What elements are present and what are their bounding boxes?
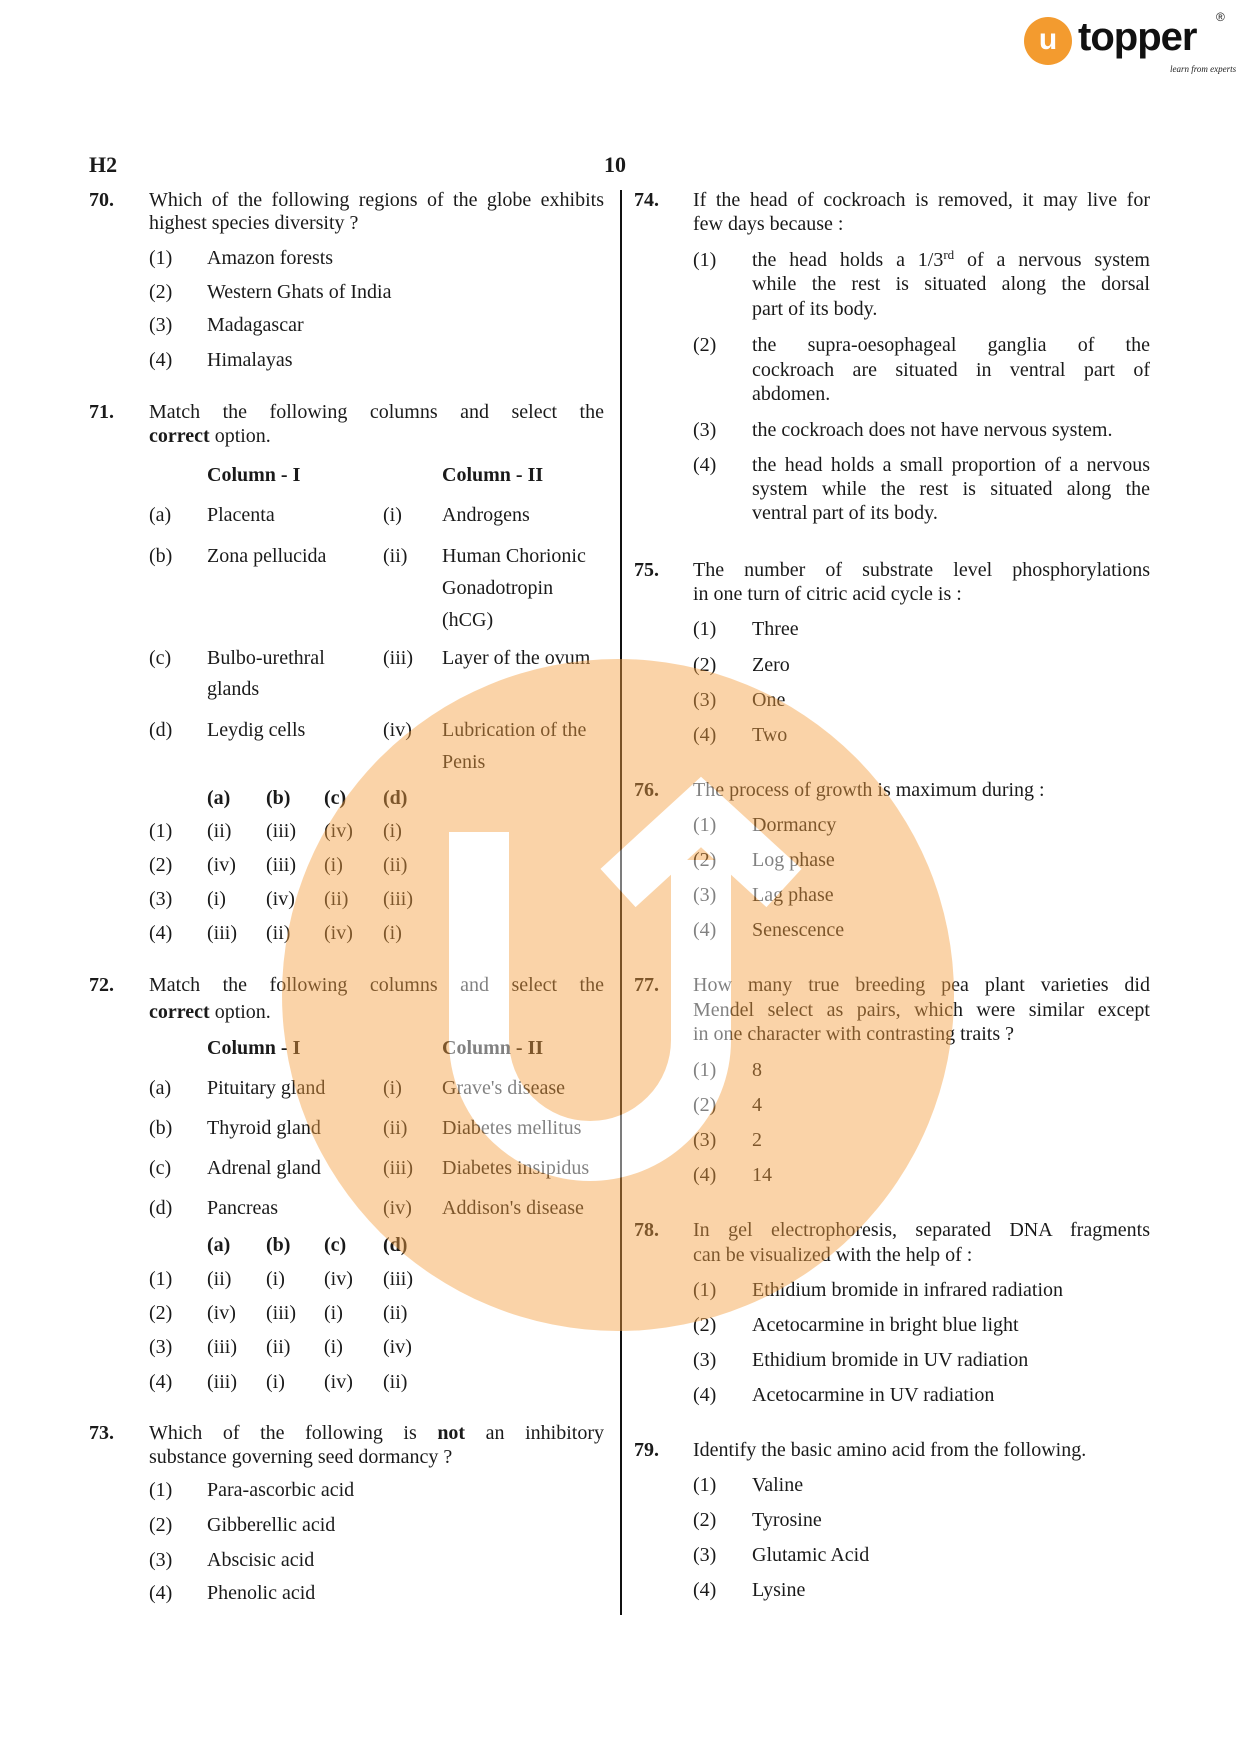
answer-value: (i) [324,854,343,876]
bold-text: correct [149,425,210,447]
column-1-item: Bulbo-urethral [207,647,325,669]
match-roman-label: (i) [383,504,402,526]
option-label: (2) [693,334,717,356]
question-text-line [693,973,1150,997]
text-segment: while the rest is situated along the dorsal [752,273,1150,295]
text-segment: Identify the basic amino acid from the following. [693,1439,1087,1461]
option-label: (4) [693,1164,717,1186]
answer-value: (iv) [266,888,295,910]
bold-text: not [437,1422,466,1444]
question-text-line [149,973,604,997]
option-label: (4) [149,349,173,371]
question-text-line [149,424,271,448]
option-label: (4) [149,922,173,944]
option-text [752,617,799,641]
answer-value: (iii) [207,922,237,944]
option-label: (3) [149,1549,173,1571]
answer-value: (iii) [266,820,296,842]
option-text [752,813,836,837]
text-segment: few days because : [693,213,844,235]
text-segment: the head holds a small proportion of a nervous [752,454,1150,476]
option-label: (1) [693,814,717,836]
option-label: (3) [693,884,717,906]
column-2-item: Layer of the ovum [442,647,591,669]
match-row-label: (b) [149,1117,173,1139]
text-segment: Gibberellic acid [207,1514,336,1536]
question-number: 74. [634,189,659,211]
answer-column-header: (c) [324,1234,347,1256]
column-2-item: Diabetes mellitus [442,1117,582,1139]
match-row-label: (d) [149,1197,173,1219]
text-segment: 8 [752,1059,762,1081]
question-number: 77. [634,974,659,996]
option-label: (2) [693,1094,717,1116]
text-segment: 14 [752,1164,772,1186]
question-number: 78. [634,1219,659,1241]
text-segment: option. [209,1001,271,1023]
match-roman-label: (iii) [383,1157,413,1179]
answer-value: (ii) [207,1268,232,1290]
text-segment: abdomen. [752,383,831,405]
match-roman-label: (i) [383,1077,402,1099]
column-2-header: Column - II [442,1037,544,1059]
option-text [752,358,1150,382]
text-segment: Amazon forests [207,247,334,269]
text-segment: the head holds a 1/3 [752,249,944,271]
answer-value: (i) [324,1336,343,1358]
answer-value: (ii) [266,922,291,944]
question-number: 79. [634,1439,659,1461]
text-segment: cockroach are situated in ventral part of [752,359,1150,381]
answer-value: (ii) [383,1371,408,1393]
text-segment: can be visualized with the help of : [693,1244,973,1266]
text-segment: Match the following columns and select the [149,974,604,996]
text-segment: in one character with contrasting traits ? [693,1023,1014,1045]
answer-value: (iv) [324,922,353,944]
text-segment: Ethidium bromide in infrared radiation [752,1279,1064,1301]
answer-value: (i) [324,1302,343,1324]
match-row-label: (b) [149,545,173,567]
option-label: (2) [693,1314,717,1336]
text-segment: substance governing seed dormancy ? [149,1446,453,1468]
option-text [207,313,304,337]
text-segment: How many true breeding pea plant varieties did [693,974,1150,996]
text-segment: 4 [752,1094,762,1116]
match-row-label: (d) [149,719,173,741]
text-segment: One [752,689,786,711]
text-segment: the cockroach does not have nervous system. [752,419,1113,441]
column-1-item: glands [207,678,260,700]
answer-value: (ii) [383,854,408,876]
option-label: (4) [693,724,717,746]
option-text [752,1278,1063,1302]
option-text [752,1383,994,1407]
option-text [752,848,835,872]
question-text-line [693,1438,1086,1462]
text-segment: If the head of cockroach is removed, it may live for [693,189,1150,211]
text-segment: 2 [752,1129,762,1151]
option-text [207,246,333,270]
logo-tagline: learn from experts [1170,64,1237,74]
option-label: (2) [149,854,173,876]
text-segment: Western Ghats of India [207,281,392,303]
option-text [752,1473,803,1497]
option-text [752,477,1150,501]
option-label: (3) [693,689,717,711]
question-text-line [693,212,844,236]
option-text [752,1578,805,1602]
option-text [752,501,938,525]
text-segment: in one turn of citric acid cycle is : [693,583,962,605]
match-row-label: (c) [149,1157,172,1179]
column-2-item: Gonadotropin [442,577,554,599]
match-roman-label: (iii) [383,647,413,669]
text-segment: Zero [752,654,790,676]
answer-column-header: (b) [266,787,291,809]
question-text-line [149,188,604,212]
column-2-item: Penis [442,751,486,773]
option-text [207,348,293,372]
text-segment: ventral part of its body. [752,502,938,524]
option-label: (4) [693,1579,717,1601]
option-text [752,418,1112,442]
option-text [752,653,790,677]
text-segment: of a nervous system [954,249,1150,271]
answer-value: (ii) [383,1302,408,1324]
question-text-line [693,778,1045,802]
option-label: (4) [693,919,717,941]
option-label: (3) [149,314,173,336]
text-segment: Match the following columns and select the [149,401,604,423]
column-2-item: (hCG) [442,609,494,631]
option-label: (3) [693,419,717,441]
option-label: (3) [149,1336,173,1358]
option-label: (4) [693,454,717,476]
answer-column-header: (c) [324,787,347,809]
question-number: 72. [89,974,114,996]
question-number: 71. [89,401,114,423]
topper-logo [1020,10,1235,82]
column-1-item: Leydig cells [207,719,306,741]
option-text [752,1508,822,1532]
text-segment: option. [209,425,271,447]
option-text [207,1478,354,1502]
answer-value: (iii) [207,1336,237,1358]
question-number: 70. [89,189,114,211]
superscript: rd [943,248,955,262]
option-label: (3) [149,888,173,910]
column-2-header: Column - II [442,464,544,486]
paper-code: H2 [89,152,118,177]
option-label: (1) [693,618,717,640]
answer-value: (ii) [207,820,232,842]
option-label: (2) [149,1302,173,1324]
logo-brand: topper [1078,15,1197,59]
text-segment: Acetocarmine in bright blue light [752,1314,1019,1336]
answer-value: (i) [266,1268,285,1290]
answer-value: (ii) [324,888,349,910]
question-text-line [693,582,962,606]
question-text-line [149,400,604,424]
option-text [752,723,787,747]
option-label: (3) [693,1349,717,1371]
answer-value: (iii) [383,1268,413,1290]
column-2-item: Androgens [442,504,530,526]
text-segment: the supra-oesophageal ganglia of the [752,334,1150,356]
text-segment: Tyrosine [752,1509,822,1531]
option-text [752,688,785,712]
text-segment: The process of growth is maximum during : [693,779,1045,801]
text-segment: Which of the following is [149,1422,438,1444]
answer-value: (iv) [324,1371,353,1393]
question-text-line [693,998,1150,1022]
answer-value: (iii) [207,1371,237,1393]
question-text-line [149,1445,452,1469]
option-text [752,272,1150,296]
question-text-line [693,188,1150,212]
question-text-line [693,1218,1150,1242]
text-segment: Lysine [752,1579,806,1601]
text-segment: Lag phase [752,884,834,906]
option-label: (4) [149,1371,173,1393]
option-text [752,1058,762,1082]
answer-value: (iv) [207,854,236,876]
text-segment: Glutamic Acid [752,1544,870,1566]
text-segment: an inhibitory [465,1422,604,1444]
option-label: (1) [149,820,173,842]
option-label: (4) [149,1582,173,1604]
option-text [752,297,877,321]
text-segment: Three [752,618,799,640]
answer-value: (iv) [324,820,353,842]
answer-column-header: (b) [266,1234,291,1256]
option-label: (1) [149,1479,173,1501]
option-text [752,1348,1028,1372]
text-segment: Himalayas [207,349,293,371]
answer-value: (iii) [383,888,413,910]
match-row-label: (c) [149,647,172,669]
column-1-item: Zona pellucida [207,545,327,567]
page-number: 10 [604,152,626,177]
text-segment: Senescence [752,919,845,941]
column-1-item: Placenta [207,504,275,526]
bold-text: correct [149,1001,210,1023]
option-label: (1) [149,247,173,269]
option-label: (4) [693,1384,717,1406]
answer-value: (iv) [383,1336,412,1358]
text-segment: Para-ascorbic acid [207,1479,355,1501]
answer-value: (i) [383,820,402,842]
option-text [752,248,1150,272]
column-1-header: Column - I [207,464,301,486]
text-segment: The number of substrate level phosphorylations [693,559,1150,581]
column-1-header: Column - I [207,1037,301,1059]
match-row-label: (a) [149,1077,172,1099]
option-text [752,382,830,406]
option-text [752,453,1150,477]
text-segment: Valine [752,1474,804,1496]
option-label: (2) [149,281,173,303]
text-segment: Which of the following regions of the globe exhibits [149,189,604,211]
option-text [207,280,391,304]
option-label: (2) [693,849,717,871]
option-text [752,1128,762,1152]
option-label: (2) [693,654,717,676]
registered-mark: ® [1216,10,1225,24]
answer-column-header: (a) [207,1234,231,1256]
topper-logo-icon: u [1024,17,1072,65]
match-row-label: (a) [149,504,172,526]
column-2-item: Lubrication of the [442,719,587,741]
text-segment: system while the rest is situated along the [752,478,1150,500]
answer-column-header: (d) [383,787,408,809]
question-number: 73. [89,1422,114,1444]
column-1-item: Pituitary gland [207,1077,326,1099]
question-text-line [149,1000,271,1024]
answer-value: (iv) [207,1302,236,1324]
option-text [207,1581,315,1605]
option-text [752,918,844,942]
text-segment: Dormancy [752,814,837,836]
match-roman-label: (ii) [383,545,408,567]
match-roman-label: (ii) [383,1117,408,1139]
option-label: (2) [693,1509,717,1531]
option-text [752,333,1150,357]
option-label: (2) [149,1514,173,1536]
option-text [752,1093,762,1117]
column-1-item: Pancreas [207,1197,279,1219]
answer-column-header: (a) [207,787,231,809]
match-roman-label: (iv) [383,1197,412,1219]
text-segment: Phenolic acid [207,1582,316,1604]
question-text-line [149,1421,604,1445]
question-text-line [149,211,358,235]
answer-value: (i) [207,888,226,910]
text-segment: In gel electrophoresis, separated DNA fragments [693,1219,1150,1241]
text-segment: Acetocarmine in UV radiation [752,1384,995,1406]
text-segment: Log phase [752,849,835,871]
option-label: (3) [693,1129,717,1151]
option-label: (1) [693,249,717,271]
option-label: (1) [693,1474,717,1496]
match-roman-label: (iv) [383,719,412,741]
answer-value: (iv) [324,1268,353,1290]
option-label: (1) [693,1279,717,1301]
option-text [752,1313,1019,1337]
question-text-line [693,1243,972,1267]
column-divider [620,190,622,1615]
option-label: (3) [693,1544,717,1566]
answer-column-header: (d) [383,1234,408,1256]
column-2-item: Diabetes insipidus [442,1157,590,1179]
text-segment: highest species diversity ? [149,212,359,234]
text-segment: Mendel select as pairs, which were similar except [693,999,1150,1021]
answer-value: (iii) [266,854,296,876]
question-number: 76. [634,779,659,801]
column-1-item: Thyroid gland [207,1117,321,1139]
answer-value: (i) [266,1371,285,1393]
answer-value: (ii) [266,1336,291,1358]
column-2-item: Grave's disease [442,1077,565,1099]
text-segment: Madagascar [207,314,304,336]
answer-value: (iii) [266,1302,296,1324]
column-1-item: Adrenal gland [207,1157,321,1179]
column-2-item: Addison's disease [442,1197,584,1219]
option-text [207,1513,335,1537]
question-text-line [693,558,1150,582]
text-segment: Abscisic acid [207,1549,315,1571]
option-text [752,883,834,907]
text-segment: Two [752,724,788,746]
text-segment: Ethidium bromide in UV radiation [752,1349,1029,1371]
answer-value: (i) [383,922,402,944]
text-segment: part of its body. [752,298,878,320]
question-text-line [693,1022,1014,1046]
option-label: (1) [149,1268,173,1290]
option-text [752,1163,772,1187]
column-2-item: Human Chorionic [442,545,586,567]
question-number: 75. [634,559,659,581]
option-text [207,1548,314,1572]
option-label: (1) [693,1059,717,1081]
option-text [752,1543,869,1567]
